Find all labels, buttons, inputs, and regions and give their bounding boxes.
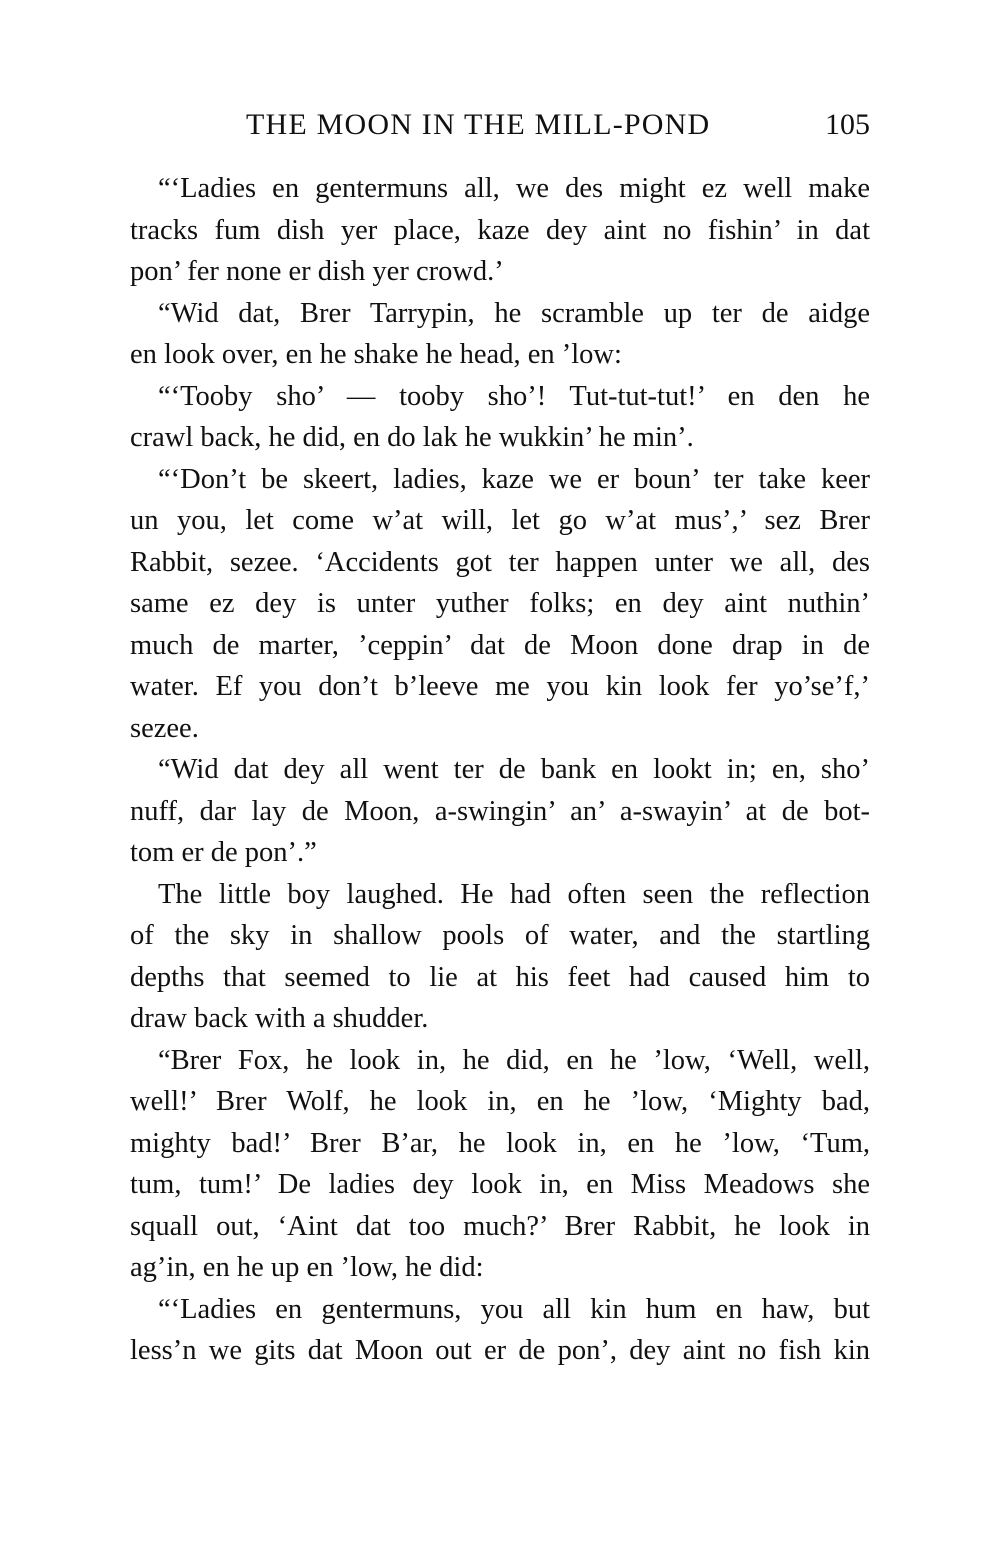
- text-line: tracks fum dish yer place, kaze dey aint no fishin’ in dat: [130, 214, 870, 246]
- text-line: same ez dey is unter yuther folks; en dey aint nuthin’: [130, 588, 870, 619]
- text-line: “‘Ladies en gentermuns, you all kin hum en haw, but: [158, 1293, 870, 1325]
- running-title: THE MOON IN THE MILL-POND: [246, 108, 711, 141]
- text-line: ag’in, en he up en ’low, he did:: [130, 1252, 484, 1283]
- text-line: of the sky in shallow pools of water, and the startling: [130, 920, 870, 951]
- text-line: pon’ fer none er dish yer crowd.’: [130, 256, 504, 287]
- page-number: 105: [825, 108, 870, 141]
- text-line: water. Ef you don’t b’leeve me you kin look fer yo’se’f,’: [130, 671, 870, 702]
- text-line: much de marter, ’ceppin’ dat de Moon done drap in de: [130, 629, 870, 661]
- text-line: well!’ Brer Wolf, he look in, en he ’low, ‘Mighty bad,: [130, 1086, 870, 1117]
- text-line: un you, let come w’at will, let go w’at mus’,’ sez Brer: [130, 505, 870, 536]
- text-line: “‘Tooby sho’ — tooby sho’! Tut-tut-tut!’ en den he: [158, 380, 870, 412]
- text-line: mighty bad!’ Brer B’ar, he look in, en he ’low, ‘Tum,: [130, 1127, 870, 1159]
- running-head: [130, 108, 870, 148]
- body-text: [130, 168, 870, 1372]
- text-line: less’n we gits dat Moon out er de pon’, dey aint no fish kin: [130, 1335, 870, 1366]
- text-line: The little boy laughed. He had often seen the reflection: [158, 878, 870, 910]
- text-line: nuff, dar lay de Moon, a-swingin’ an’ a-swayin’ at de bot-: [130, 795, 870, 827]
- text-line: “‘Ladies en gentermuns all, we des might ez well make: [158, 173, 870, 204]
- text-line: “Wid dat dey all went ter de bank en lookt in; en, sho’: [158, 754, 870, 785]
- text-line: sezee.: [130, 712, 199, 744]
- text-line: crawl back, he did, en do lak he wukkin’ he min’.: [130, 422, 694, 453]
- text-line: squall out, ‘Aint dat too much?’ Brer Rabbit, he look in: [130, 1210, 870, 1242]
- text-line: “Wid dat, Brer Tarrypin, he scramble up ter de aidge: [158, 297, 870, 329]
- text-line: en look over, en he shake he head, en ’low:: [130, 339, 622, 370]
- text-line: tom er de pon’.”: [130, 837, 317, 868]
- text-line: draw back with a shudder.: [130, 1003, 429, 1034]
- text-line: tum, tum!’ De ladies dey look in, en Miss Meadows she: [130, 1169, 870, 1200]
- text-line: “‘Don’t be skeert, ladies, kaze we er boun’ ter take keer: [158, 463, 870, 495]
- text-line: depths that seemed to lie at his feet had caused him to: [130, 961, 870, 993]
- text-line: Rabbit, sezee. ‘Accidents got ter happen unter we all, des: [130, 546, 870, 578]
- text-line: “Brer Fox, he look in, he did, en he ’low, ‘Well, well,: [158, 1044, 870, 1076]
